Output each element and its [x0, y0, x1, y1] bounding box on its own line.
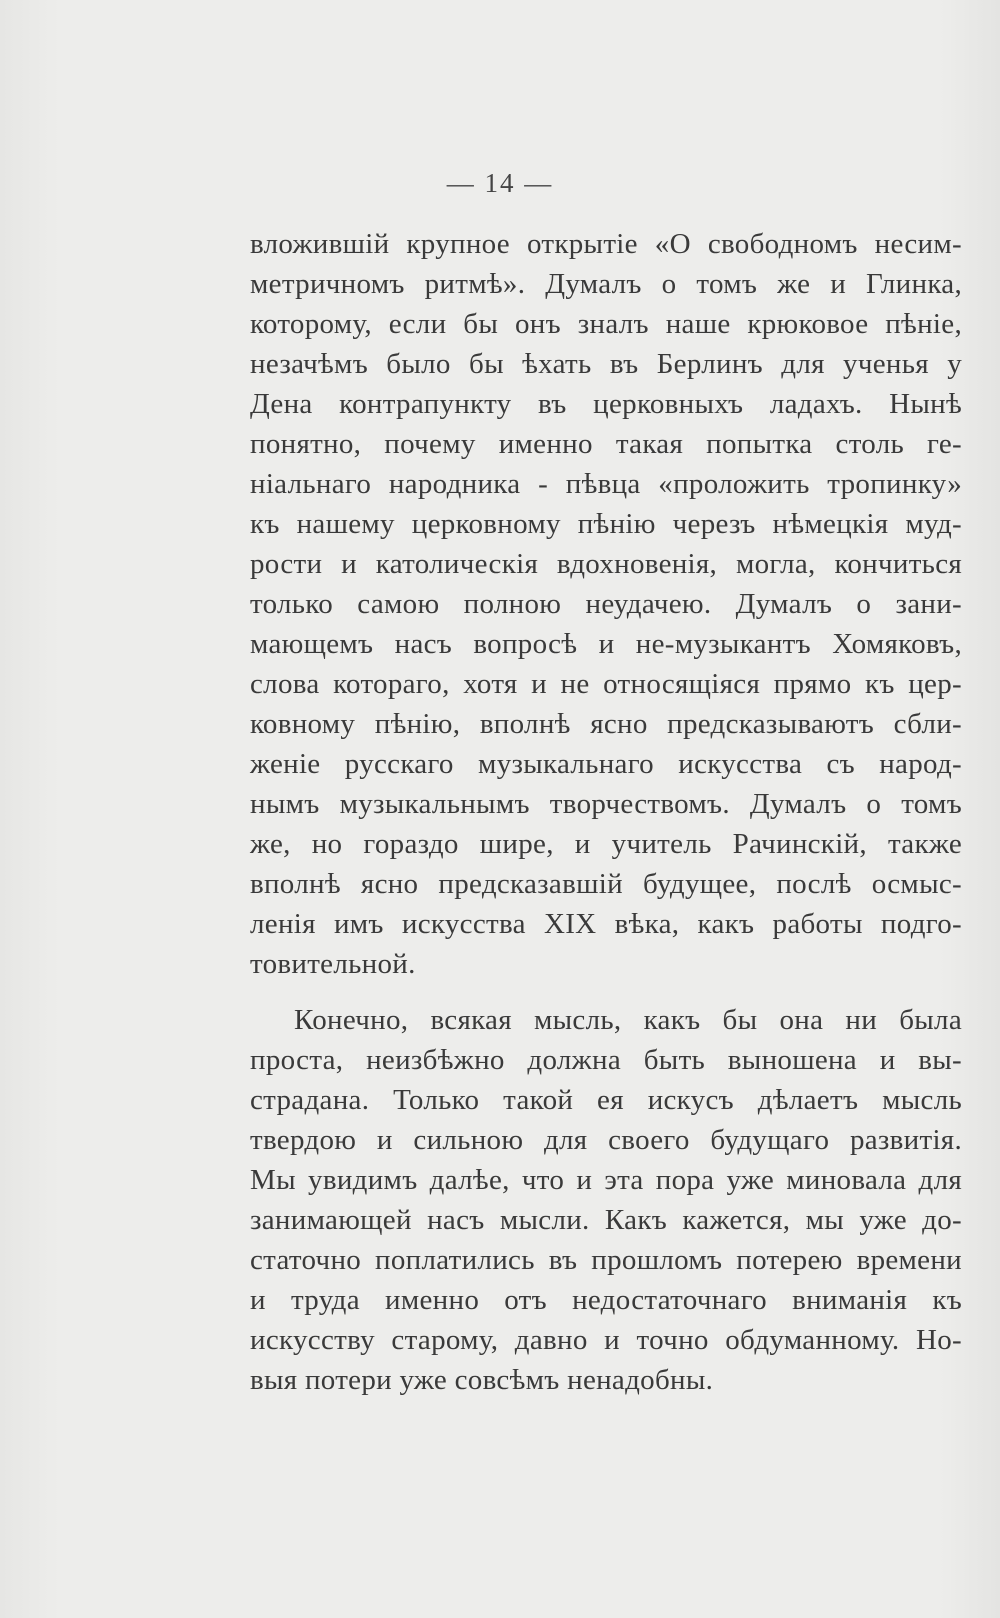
text-line: нымъ музыкальнымъ творчествомъ. Думалъ о томъ: [250, 788, 962, 820]
text-line: слова котораго, хотя и не относящіяся прямо къ цер-: [250, 668, 962, 700]
text-line: метричномъ ритмѣ». Думалъ о томъ же и Глинка,: [250, 268, 962, 300]
text-line: къ нашему церковному пѣнію черезъ нѣмецкія муд-: [250, 508, 962, 540]
text-line: страдана. Только такой ея искусъ дѣлаетъ мысль: [250, 1084, 962, 1116]
text-line: товительной.: [250, 948, 416, 980]
text-line: проста, неизбѣжно должна быть выношена и вы-: [250, 1044, 962, 1076]
text-line: понятно, почему именно такая попытка столь ге-: [250, 428, 962, 460]
text-line: ніальнаго народника - пѣвца «проложить тропинку»: [250, 468, 962, 500]
text-line: твердою и сильною для своего будущаго развитія.: [250, 1124, 962, 1156]
text-line: только самою полною неудачею. Думалъ о зани-: [250, 588, 962, 620]
text-line: выя потери уже совсѣмъ ненадобны.: [250, 1364, 714, 1396]
text-line: занимающей насъ мысли. Какъ кажется, мы уже до-: [250, 1204, 962, 1236]
text-line: женіе русскаго музыкальнаго искусства съ народ-: [250, 748, 962, 780]
text-line: статочно поплатились въ прошломъ потерею времени: [250, 1244, 962, 1276]
text-line: Конечно, всякая мысль, какъ бы она ни была: [294, 1004, 962, 1036]
text-line: рости и католическія вдохновенія, могла, кончиться: [250, 548, 962, 580]
text-line: незачѣмъ было бы ѣхать въ Берлинъ для ученья у: [250, 348, 962, 380]
text-line: вложившій крупное открытіе «О свободномъ несим-: [250, 228, 962, 260]
text-line: и труда именно отъ недостаточнаго вниманія къ: [250, 1284, 962, 1316]
text-line: ковному пѣнію, вполнѣ ясно предсказываютъ сбли-: [250, 708, 962, 740]
text-line: ленія имъ искусства XIX вѣка, какъ работы подго-: [250, 908, 962, 940]
text-line: вполнѣ ясно предсказавшій будущее, послѣ осмыс-: [250, 868, 962, 900]
text-line: искусству старому, давно и точно обдуманному. Но-: [250, 1324, 962, 1356]
text-line: же, но гораздо шире, и учитель Рачинскій, также: [250, 828, 962, 860]
body-text: [250, 224, 962, 1400]
paragraph-1: [250, 224, 962, 984]
text-line: Мы увидимъ далѣе, что и эта пора уже миновала для: [250, 1164, 962, 1196]
text-line: которому, если бы онъ зналъ наше крюковое пѣніе,: [250, 308, 962, 340]
page-number: — 14 —: [446, 168, 554, 198]
paragraph-2: [250, 1000, 962, 1400]
paragraph-gap: [250, 984, 962, 1000]
text-line: Дена контрапункту въ церковныхъ ладахъ. Нынѣ: [250, 388, 962, 420]
text-line: мающемъ насъ вопросѣ и не-музыкантъ Хомяковъ,: [250, 628, 962, 660]
